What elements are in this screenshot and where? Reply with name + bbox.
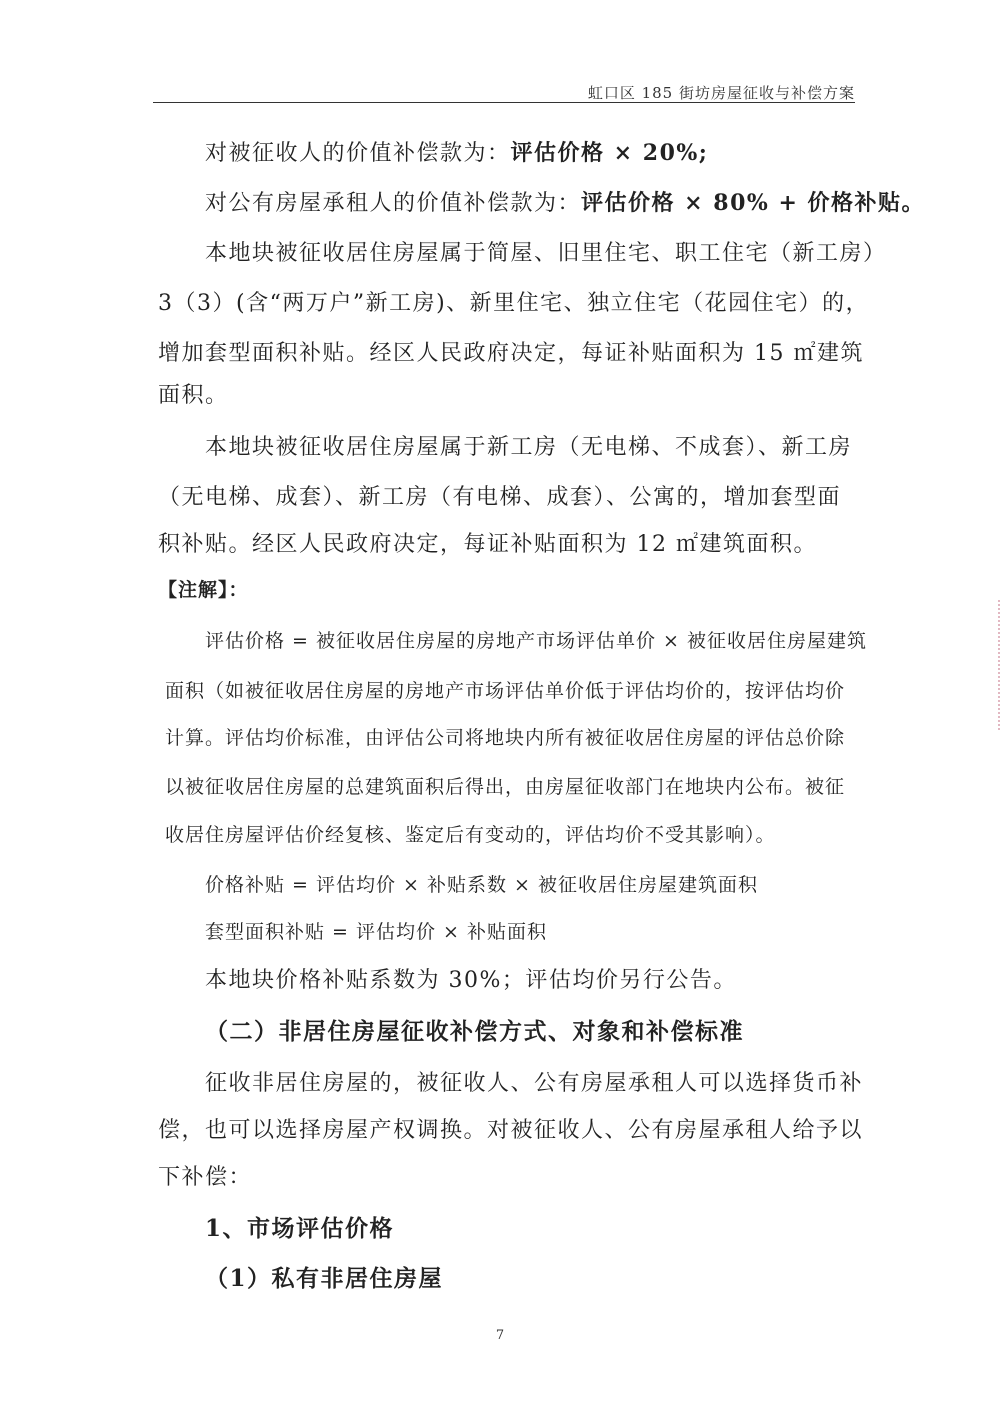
note-line: 收居住房屋评估价经复核、鉴定后有变动的，评估均价不受其影响）。 xyxy=(165,824,776,846)
paragraph-line xyxy=(205,136,708,167)
note-line: 计算。评估均价标准，由评估公司将地块内所有被征收居住房屋的评估总价除 xyxy=(165,727,846,749)
note-line: 评估价格 = 被征收居住房屋的房地产市场评估单价 × 被征收居住房屋建筑 xyxy=(205,630,867,652)
page-number: 7 xyxy=(495,1328,505,1343)
paragraph-line: 本地块被征收居住房屋属于简屋、旧里住宅、职工住宅（新工房） xyxy=(205,241,887,266)
paragraph-line: 本地块价格补贴系数为 30%；评估均价另行公告。 xyxy=(205,968,737,993)
note-line: 以被征收居住房屋的总建筑面积后得出，由房屋征收部门在地块内公布。被征 xyxy=(165,776,846,798)
paragraph-line: 增加套型面积补贴。经区人民政府决定，每证补贴面积为 15 ㎡建筑 xyxy=(158,341,864,366)
paragraph-line: 征收非居住房屋的，被征收人、公有房屋承租人可以选择货币补 xyxy=(205,1071,864,1096)
running-header: 虹口区 185 街坊房屋征收与补偿方案 xyxy=(587,84,855,102)
paragraph-line: 积补贴。经区人民政府决定，每证补贴面积为 12 ㎡建筑面积。 xyxy=(158,532,817,557)
note-line: 价格补贴 = 评估均价 × 补贴系数 × 被征收居住房屋建筑面积 xyxy=(205,874,758,896)
paragraph-line: 本地块被征收居住房屋属于新工房（无电梯、不成套）、新工房 xyxy=(205,435,853,460)
formula-span: 评估价格 × 80% + 价格补贴。 xyxy=(581,190,926,216)
text-span: 对公有房屋承租人的价值补偿款为： xyxy=(205,191,582,216)
paragraph-line: （无电梯、成套）、新工房（有电梯、成套）、公寓的，增加套型面 xyxy=(158,485,842,510)
subsection-heading: 1、市场评估价格 xyxy=(205,1215,395,1242)
seal-stamp-edge xyxy=(992,600,1000,730)
formula-span: 评估价格 × 20%; xyxy=(510,140,709,166)
paragraph-line: 面积。 xyxy=(158,383,229,408)
paragraph-line: 偿，也可以选择房屋产权调换。对被征收人、公有房屋承租人给予以 xyxy=(158,1118,864,1143)
paragraph-line: 3（3）(含“两万户”新工房)、新里住宅、独立住宅（花园住宅）的， xyxy=(158,291,870,316)
paragraph-line: 下补偿： xyxy=(158,1165,253,1190)
header-rule xyxy=(153,102,855,103)
note-line: 面积（如被征收居住房屋的房地产市场评估单价低于评估均价的，按评估均价 xyxy=(165,680,846,702)
paragraph-line xyxy=(205,186,925,217)
text-span: 对被征收人的价值补偿款为： xyxy=(205,141,511,166)
section-heading: （二）非居住房屋征收补偿方式、对象和补偿标准 xyxy=(205,1018,744,1045)
subsection-heading: （1）私有非居住房屋 xyxy=(205,1265,444,1292)
note-line: 套型面积补贴 = 评估均价 × 补贴面积 xyxy=(205,921,547,943)
note-heading: 【注解】： xyxy=(158,579,249,601)
